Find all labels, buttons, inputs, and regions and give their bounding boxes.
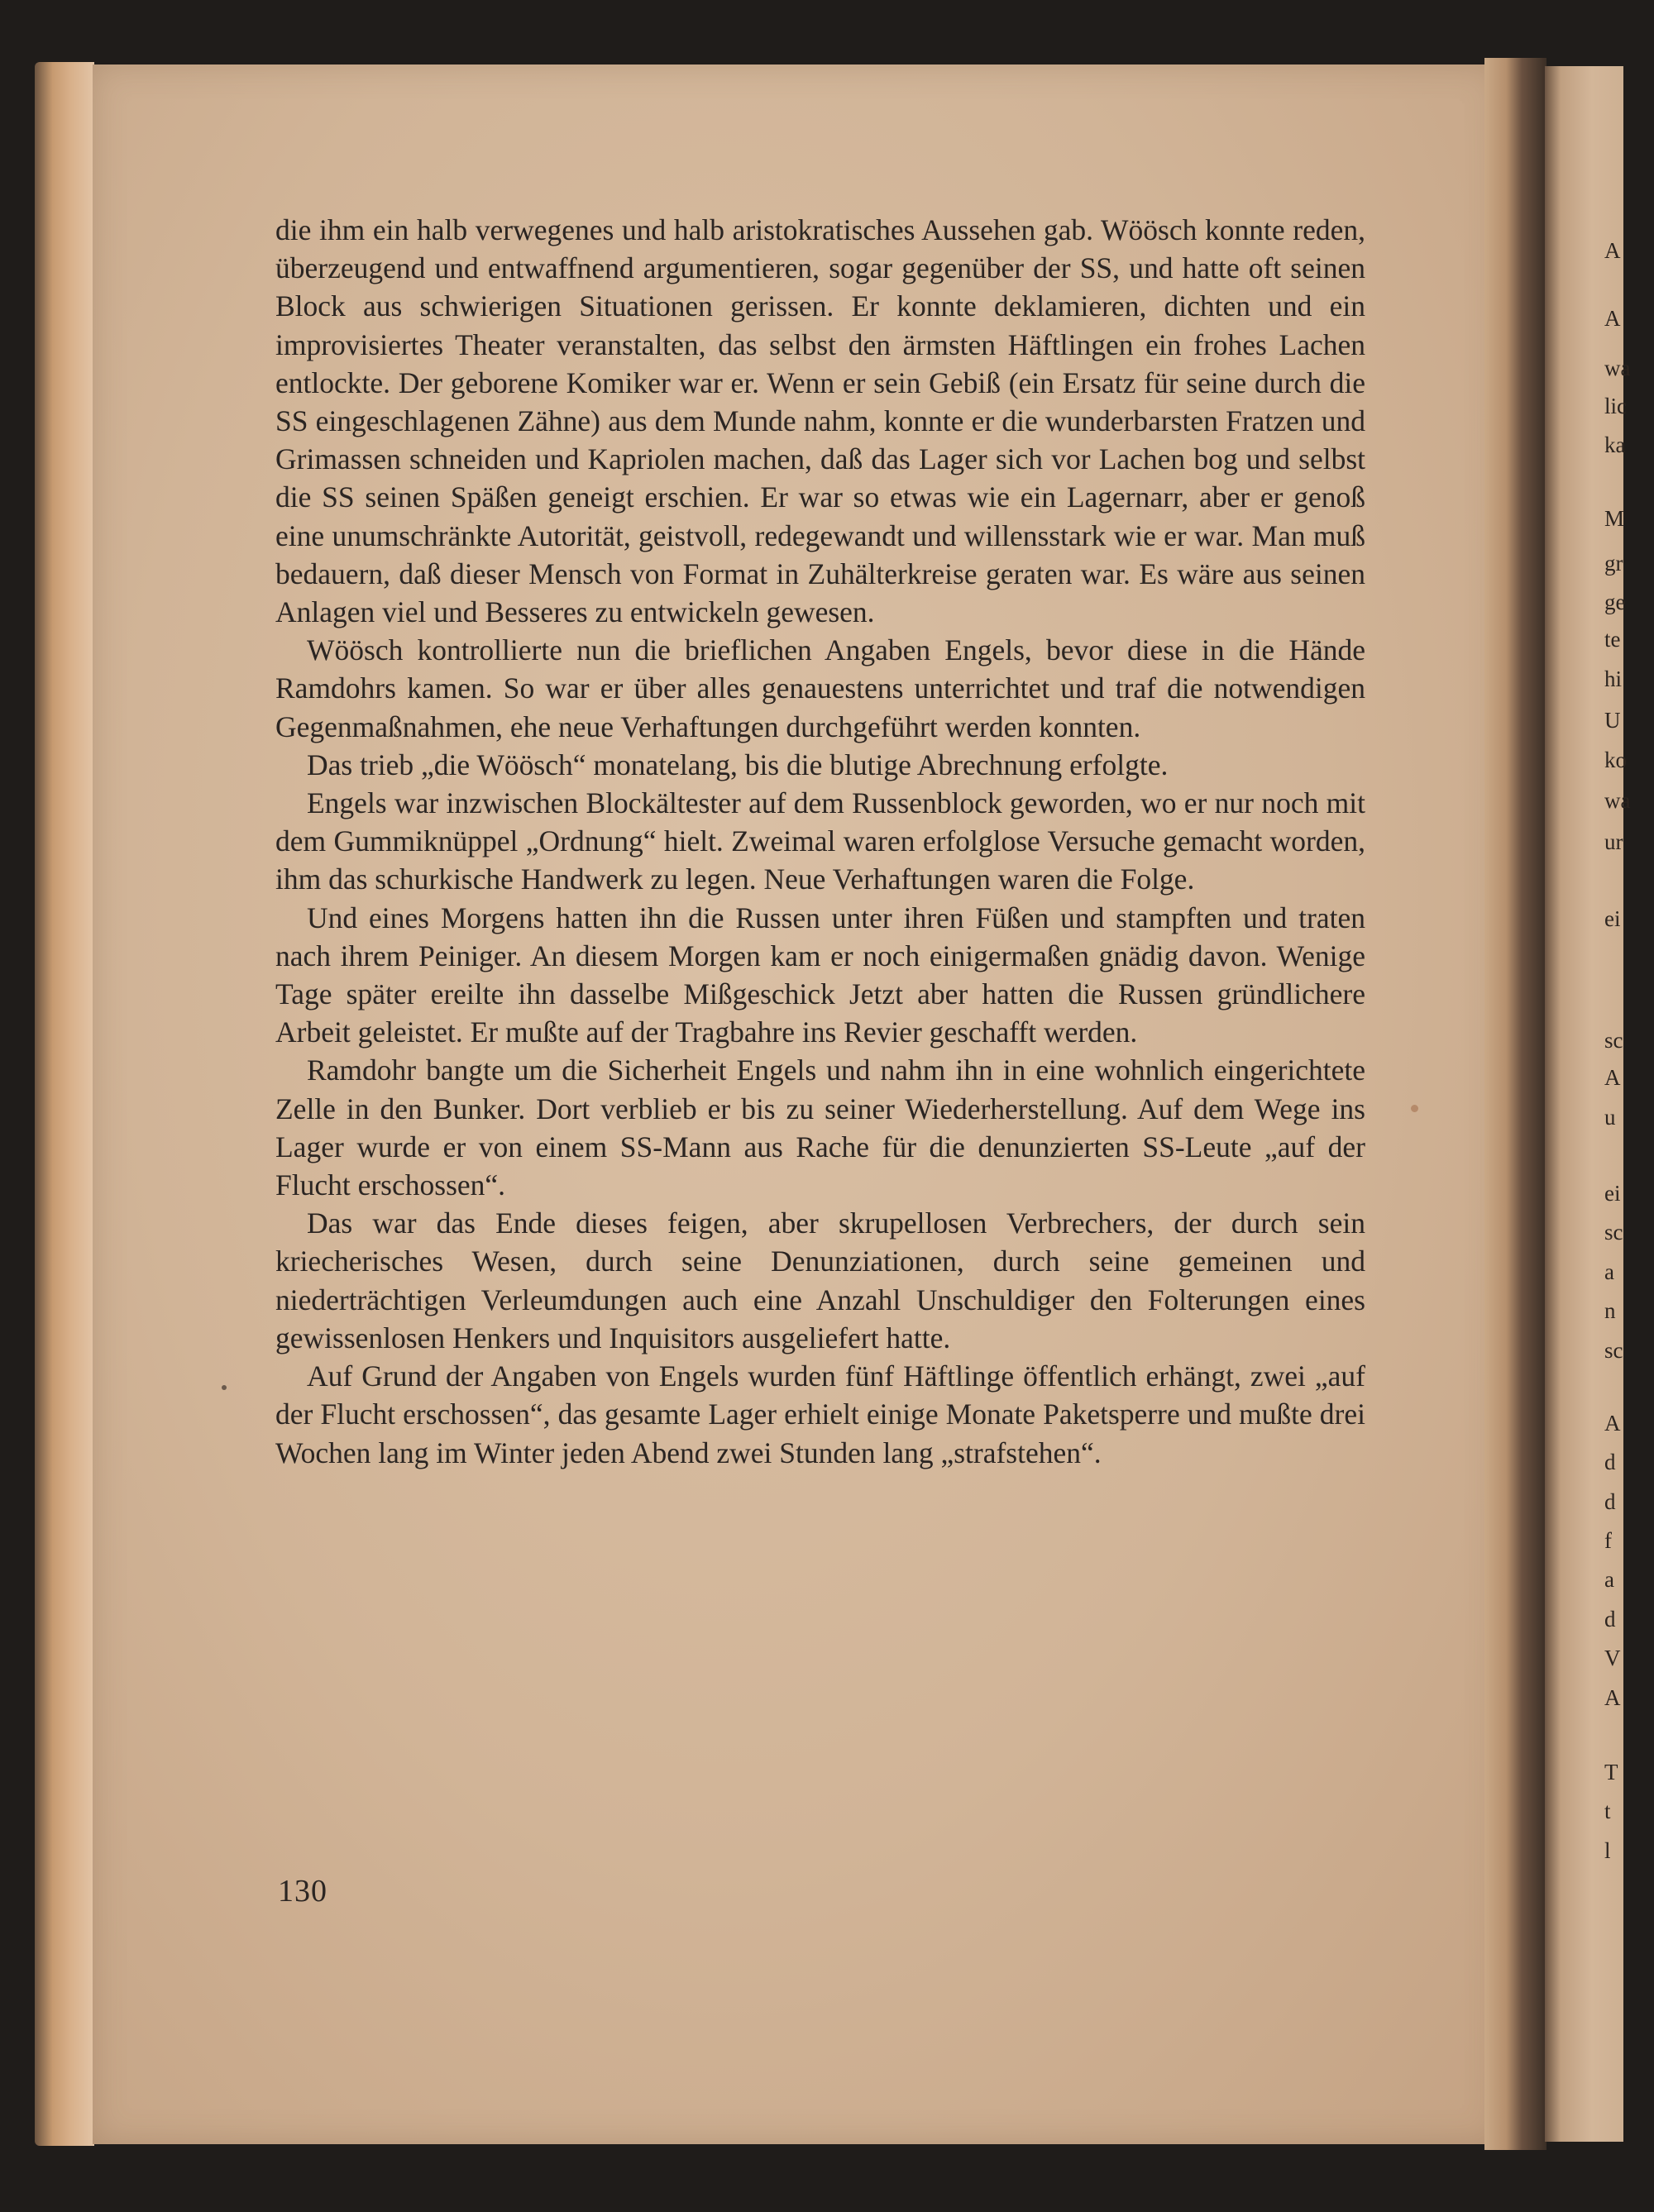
page-speck	[222, 1385, 227, 1390]
body-paragraph: Das war das Ende dieses feigen, aber skrupellosen Verbrechers, der durch sein kriecherisches Wesen, durch seine Denunziationen, durch seine gemeinen und niederträchtigen Verleumdungen auch eine Anzahl Unschuldiger den Folterungen eines gewissenlosen Henkers und Inquisitors ausgeliefert hatte.	[275, 1206, 1365, 1354]
adjacent-page-fragment: lic	[1604, 394, 1627, 418]
adjacent-page-fragment: d	[1604, 1607, 1616, 1632]
adjacent-page-edge	[1545, 66, 1631, 2142]
adjacent-page-fragment: A	[1604, 238, 1621, 263]
adjacent-page-fragment: sc	[1604, 1220, 1623, 1245]
adjacent-page-fragment: M	[1604, 506, 1625, 531]
adjacent-page-fragment: sc	[1604, 1338, 1623, 1363]
adjacent-page-fragment: l	[1604, 1838, 1611, 1863]
adjacent-page-fragment: ko	[1604, 748, 1627, 772]
body-paragraph: Wöösch kontrollierte nun die brieflichen Angaben Engels, bevor diese in die Hände Ramdohrs kamen. So war er über alles genauestens unterrichtet und traf die notwendigen Gegenmaßnahmen, ehe neue Verhaftungen durchgeführt werden konnten.	[275, 633, 1365, 743]
adjacent-page-fragment: hi	[1604, 666, 1623, 691]
adjacent-page-fragment: sc	[1604, 1028, 1623, 1053]
adjacent-page-fragment: ei	[1604, 1181, 1621, 1206]
adjacent-page-fragment: A	[1604, 1411, 1621, 1436]
adjacent-page-fragment: d	[1604, 1450, 1616, 1474]
adjacent-page-fragment: gr	[1604, 551, 1623, 576]
adjacent-page-fragment: A	[1604, 1685, 1621, 1710]
book-gutter	[1484, 58, 1546, 2150]
adjacent-page-fragment: ei	[1604, 906, 1621, 931]
page-stack-edge	[35, 62, 94, 2146]
body-paragraph: Auf Grund der Angaben von Engels wurden fünf Häftlinge öffentlich erhängt, zwei „auf der Flucht erschossen“, das gesamte Lager erhielt einige Monate Paketsperre und mußte drei Wochen lang im Winter jeden Abend zwei Stunden lang „strafstehen“.	[275, 1359, 1365, 1469]
adjacent-page-fragment: ge	[1604, 590, 1626, 614]
body-paragraph: Das trieb „die Wöösch“ monatelang, bis die blutige Abrechnung erfolgte.	[307, 748, 1169, 781]
body-paragraph: Und eines Morgens hatten ihn die Russen unter ihren Füßen und stampften und traten nach ihrem Peiniger. An diesem Morgen kam er noch einigermaßen gnädig davon. Wenige Tage später ereilte ihn dasselbe Mißgeschick Jetzt aber hatten die Russen gründlichere Arbeit geleistet. Er mußte auf der Tragbahre ins Revier geschafft werden.	[275, 901, 1365, 1049]
adjacent-page-fragment: n	[1604, 1298, 1616, 1323]
adjacent-page-fragment: a	[1604, 1259, 1614, 1284]
adjacent-page-fragment: ka	[1604, 432, 1626, 457]
adjacent-page-fragment: A	[1604, 1065, 1621, 1090]
adjacent-page-fragment: wa	[1604, 356, 1631, 380]
adjacent-page-fragment: wa	[1604, 788, 1631, 813]
page-body-text	[275, 211, 1365, 1472]
adjacent-page-fragment: t	[1604, 1799, 1611, 1823]
adjacent-page-fragment: f	[1604, 1528, 1612, 1553]
page-number: 130	[278, 1874, 327, 1909]
body-paragraph: Ramdohr bangte um die Sicherheit Engels und nahm ihn in eine wohnlich eingerichtete Zelle in den Bunker. Dort verblieb er bis zu seiner Wiederherstellung. Auf dem Wege ins Lager wurde er von einem SS-Mann aus Rache für die denunzierten SS-Leute „auf der Flucht erschossen“.	[275, 1053, 1365, 1202]
adjacent-page-fragment: a	[1604, 1567, 1614, 1592]
adjacent-page-fragment: U	[1604, 708, 1621, 733]
adjacent-page-fragment: ur	[1604, 829, 1623, 854]
page-speck	[1411, 1105, 1418, 1112]
body-paragraph: die ihm ein halb verwegenes und halb aristokratisches Aussehen gab. Wöösch konnte reden, überzeugend und entwaffnend argumentieren, sogar gegenüber der SS, und hatte oft seinen Block aus schwierigen Situationen gerissen. Er konnte deklamieren, dichten und ein improvisiertes Theater veranstalten, das selbst den ärmsten Häftlingen ein frohes Lachen entlockte. Der geborene Komiker war er. Wenn er sein Gebiß (ein Ersatz für seine durch die SS eingeschlagenen Zähne) aus dem Munde nahm, konnte er die wunderbarsten Fratzen und Grimassen schneiden und Kapriolen machen, daß das Lager sich vor Lachen bog und selbst die SS seinen Späßen geneigt erschien. Er war so etwas wie ein Lagernarr, aber er genoß eine unumschränkte Autorität, geistvoll, redegewandt und willensstark wie er war. Man muß bedauern, daß dieser Mensch von Format in Zuhälterkreise geraten war. Es wäre aus seinen Anlagen viel und Besseres zu entwickeln gewesen.	[275, 213, 1365, 629]
adjacent-page-fragment: u	[1604, 1105, 1616, 1130]
adjacent-page-fragment: te	[1604, 627, 1621, 652]
body-paragraph: Engels war inzwischen Blockältester auf dem Russenblock geworden, wo er nur noch mit dem Gummiknüppel „Ordnung“ hielt. Zweimal waren erfolglose Versuche gemacht worden, ihm das schurkische Handwerk zu legen. Neue Verhaftungen waren die Folge.	[275, 786, 1365, 896]
adjacent-page-fragment: T	[1604, 1760, 1618, 1784]
adjacent-page-fragment: d	[1604, 1489, 1616, 1514]
adjacent-page-fragment: V	[1604, 1646, 1621, 1670]
adjacent-page-fragment: A	[1604, 306, 1621, 331]
